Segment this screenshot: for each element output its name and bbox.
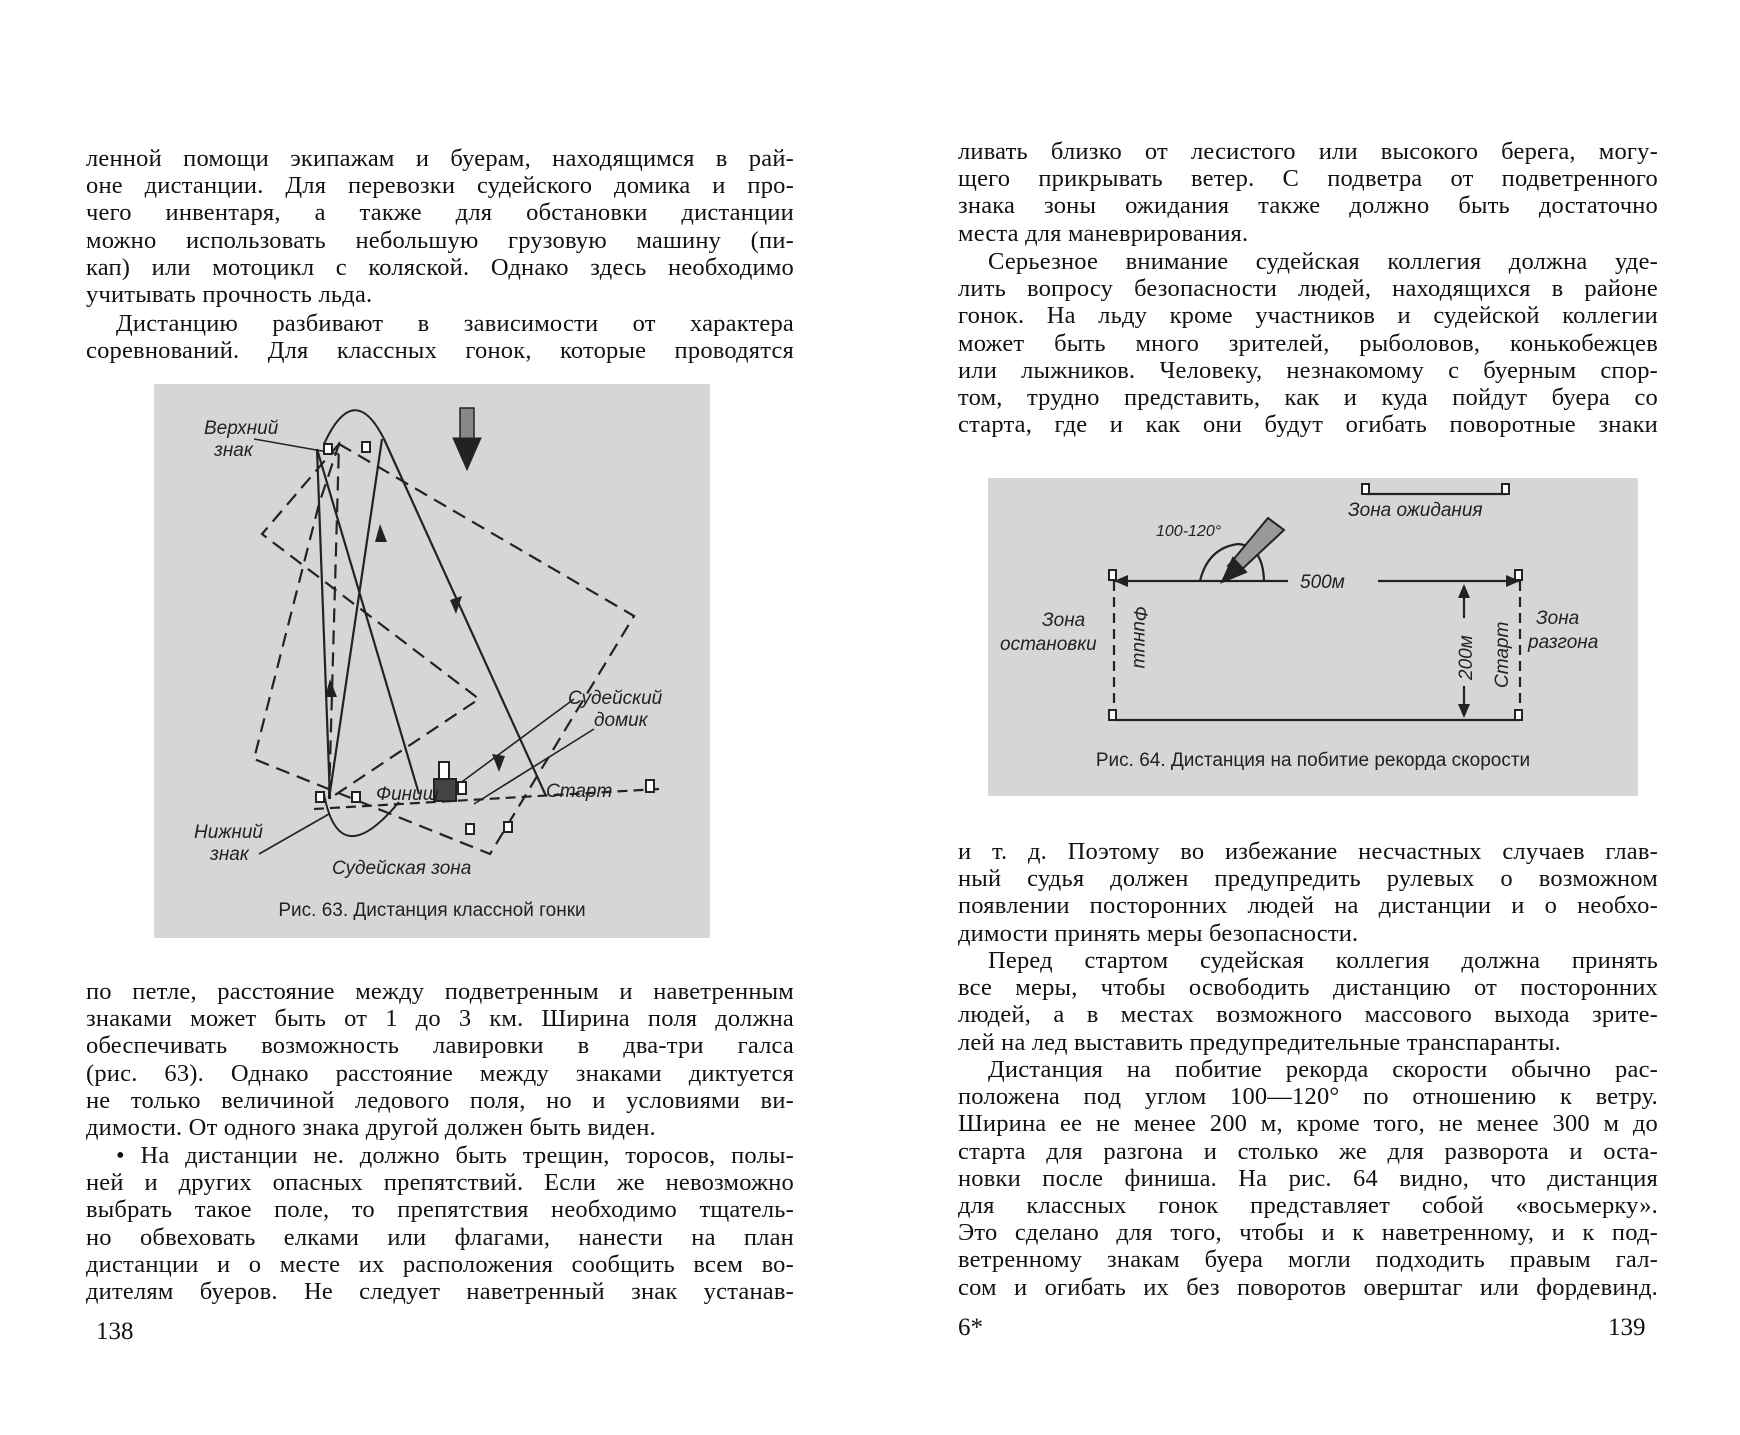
label-accel-zone-2: разгона [1528,632,1599,653]
text-line: выбрать такое поле, то препятствия необходимо тщатель- [86,1196,794,1224]
label-judges-house-1: Судейский [568,688,663,709]
text-line: появлении посторонних людей на дистанции и о необхо- [958,892,1658,920]
label-stop-zone-2: остановки [1000,634,1097,655]
figure-64-caption: Рис. 64. Дистанция на побитие рекорда скорости [1095,750,1531,771]
label-finish: Финиш [1129,606,1150,669]
text-line: димости. От одного знака другой должен быть виден. [86,1114,656,1142]
right-paragraph-1 [958,138,1658,247]
label-upper-mark-2: знак [214,440,253,461]
text-line: • На дистанции не. должно быть трещин, торосов, полы- [116,1142,794,1169]
figure-63-caption: Рис. 63. Дистанция классной гонки [278,900,586,921]
text-line: сом и огибать их без поворотов оверштаг или фордевинд. [958,1273,1658,1301]
text-line: по петле, расстояние между подветренным и наветренным [86,978,794,1005]
right-paragraph-4 [958,947,1658,1056]
label-upper-mark-1: Верхний [204,418,279,439]
signature-mark: 6* [958,1314,983,1341]
text-line: том, трудно представить, как и куда пойдут буера со [958,384,1658,412]
text-line: учитывать прочность льда. [86,281,373,309]
figure-63 [154,384,710,938]
text-line: ливать близко от лесистого или высокого берега, могу- [958,138,1658,165]
text-line: кап) или мотоцикл с коляской. Однако здесь необходимо [86,253,794,281]
text-line: ветренному знакам буера могли подходить правым гал- [958,1246,1658,1274]
text-line: Дистанция на побитие рекорда скорости обычно рас- [988,1056,1658,1083]
figure-64-diagram [988,478,1638,796]
label-start: Старт [546,781,613,802]
page-number: 139 [1608,1314,1646,1341]
text-line: лей на лед выставить предупредительные транспаранты. [958,1028,1561,1056]
right-paragraph-3 [958,838,1658,947]
label-lower-mark-2: знак [210,844,249,865]
text-line: гонок. На льду кроме участников и судейской коллегии [958,302,1658,330]
text-line: димости принять меры безопасности. [958,919,1359,947]
text-line: для классных гонок представляет собой «восьмерку». [958,1192,1658,1220]
text-line: Ширина ее не менее 200 м, кроме того, не менее 300 м до [958,1110,1658,1138]
right-paragraph-5 [958,1056,1658,1301]
text-line: или лыжников. Человеку, незнакомому с буерным спор- [958,356,1658,384]
text-line: положена под углом 100—120° по отношению к ветру. [958,1083,1658,1111]
text-line: знаками может быть от 1 до 3 км. Ширина поля должна [86,1005,794,1033]
text-line: дителям буеров. Не следует наветренный знак устанав- [86,1278,794,1306]
label-width: 200м [1456,635,1477,680]
text-line: старта, где и как они будут огибать поворотные знаки [958,411,1658,439]
text-line: щего прикрывать ветер. С подветра от подветренного [958,165,1658,193]
text-line: старта для разгона и столько же для разворота и оста- [958,1137,1658,1165]
text-line: Серьезное внимание судейская коллегия должна уде- [988,248,1658,275]
text-line: Это сделано для того, чтобы и к наветренному, и к под- [958,1219,1658,1247]
left-paragraph-1 [86,145,794,308]
figure-64 [988,478,1638,796]
label-judges-zone: Судейская зона [332,858,472,879]
text-line: не только величиной ледового поля, но и условиями ви- [86,1086,794,1114]
text-line: все меры, чтобы освободить дистанцию от посторонних [958,974,1658,1002]
figure-63-diagram [154,384,710,938]
text-line: людей, а в местах возможного массового выхода зрите- [958,1001,1658,1029]
text-line: ный судья должен предупредить рулевых о возможном [958,865,1658,893]
text-line: может быть много зрителей, рыболовов, конькобежцев [958,329,1658,357]
label-distance: 500м [1300,572,1345,593]
text-line: ленной помощи экипажам и буерам, находящимся в рай- [86,145,794,172]
text-line: чего инвентаря, а также для обстановки дистанции [86,199,794,227]
right-page [870,0,1740,1435]
text-line: оне дистанции. Для перевозки судейского домика и про- [86,172,794,200]
text-line: Дистанцию разбивают в зависимости от характера [116,310,794,337]
label-lower-mark-1: Нижний [194,822,263,843]
left-paragraph-2 [86,310,794,364]
left-paragraph-4 [86,1142,794,1305]
label-start: Старт [1492,621,1513,688]
text-line: ней и других опасных препятствий. Если же невозможно [86,1169,794,1197]
text-line: (рис. 63). Однако расстояние между знаками диктуется [86,1059,794,1087]
text-line: можно использовать небольшую грузовую машину (пи- [86,226,794,254]
text-line: но обвеховать елками или флагами, нанести на план [86,1223,794,1251]
label-accel-zone-1: Зона [1536,608,1580,629]
right-paragraph-2 [958,248,1658,438]
label-angle: 100-120° [1156,523,1222,540]
text-line: соревнований. Для классных гонок, которые проводятся [86,337,794,365]
label-judges-house-2: домик [594,710,648,731]
text-line: дистанции и о месте их расположения сообщить всем во- [86,1250,794,1278]
text-line: лить вопросу безопасности людей, находящихся в районе [958,275,1658,303]
text-line: новки после финиша. На рис. 64 видно, что дистанция [958,1164,1658,1192]
label-finish: Финиш [376,784,439,805]
text-line: Перед стартом судейская коллегия должна принять [988,947,1658,974]
text-line: обеспечивать возможность лавировки в два-три галса [86,1032,794,1060]
page-number: 138 [96,1318,134,1345]
label-waiting-zone: Зона ожидания [1348,500,1483,521]
left-paragraph-3 [86,978,794,1141]
text-line: места для маневрирования. [958,219,1249,247]
text-line: знака зоны ожидания также должно быть достаточно [958,192,1658,220]
label-stop-zone-1: Зона [1042,610,1086,631]
text-line: и т. д. Поэтому во избежание несчастных случаев глав- [958,838,1658,865]
